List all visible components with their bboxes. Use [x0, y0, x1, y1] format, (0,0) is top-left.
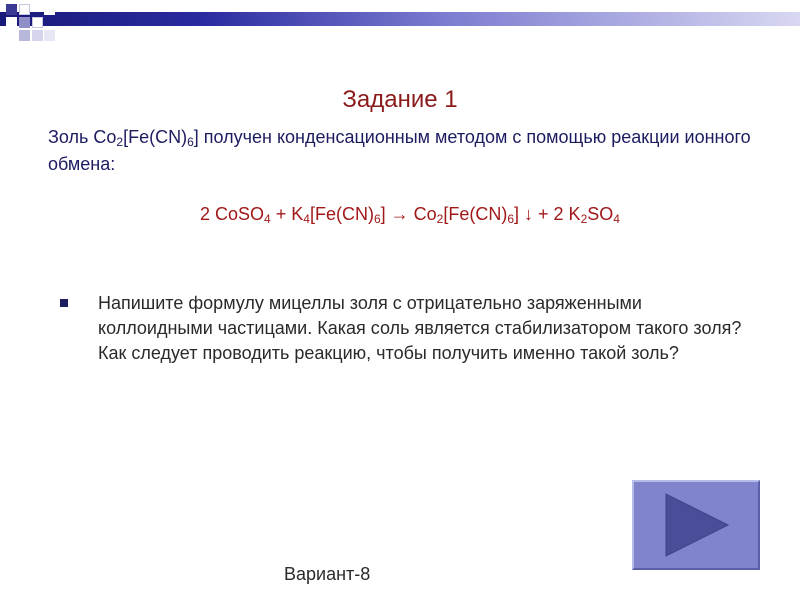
- header-square: [19, 4, 30, 15]
- reaction-equation: [0, 204, 800, 225]
- play-triangle-icon: [634, 482, 758, 568]
- intro-text-part: ] получен конденсационным методом с помощью реакции ионного обмена:: [48, 127, 751, 174]
- intro-text-part: [Fe(CN): [123, 127, 188, 147]
- intro-text-part: Золь Co: [48, 127, 117, 147]
- header-square: [6, 17, 17, 28]
- header-square: [6, 4, 17, 15]
- equation-part: + K: [270, 204, 304, 224]
- equation-subscript: 6: [507, 212, 515, 226]
- header-square: [44, 4, 55, 15]
- intro-subscript: 2: [116, 135, 124, 149]
- header-square: [32, 17, 43, 28]
- header-square: [32, 30, 43, 41]
- task-text: Напишите формулу мицеллы золя с отрицательно заряженными коллоидными частицами. Какая соль является стабилизатором такого золя? Как следует проводить реакцию, чтобы получить именно такой золь?: [98, 293, 742, 363]
- equation-subscript: 4: [613, 212, 620, 226]
- intro-text: [48, 124, 768, 178]
- equation-subscript: 4: [264, 212, 271, 226]
- equation-subscript: 4: [303, 212, 310, 226]
- variant-label: Вариант-8: [284, 564, 371, 584]
- intro-subscript: 6: [187, 135, 194, 149]
- slide-title: Задание 1: [342, 86, 458, 113]
- equation-subscript: 2: [436, 212, 444, 226]
- header-square: [19, 17, 30, 28]
- header-square: [19, 30, 30, 41]
- header-gradient-bar: [0, 12, 800, 26]
- equation-part: SO: [587, 204, 614, 224]
- equation-part: [Fe(CN): [309, 204, 374, 224]
- equation-subscript: 2: [580, 212, 588, 226]
- equation-part: ] → Co: [380, 204, 437, 224]
- equation-subscript: 6: [373, 212, 381, 226]
- equation-part: [Fe(CN): [443, 204, 508, 224]
- equation-part: ] ↓ + 2 K: [514, 204, 581, 224]
- header-square: [44, 30, 55, 41]
- bullet-square-icon: [60, 299, 68, 307]
- next-slide-button[interactable]: [632, 480, 760, 570]
- equation-part: 2 CoSO: [200, 204, 265, 224]
